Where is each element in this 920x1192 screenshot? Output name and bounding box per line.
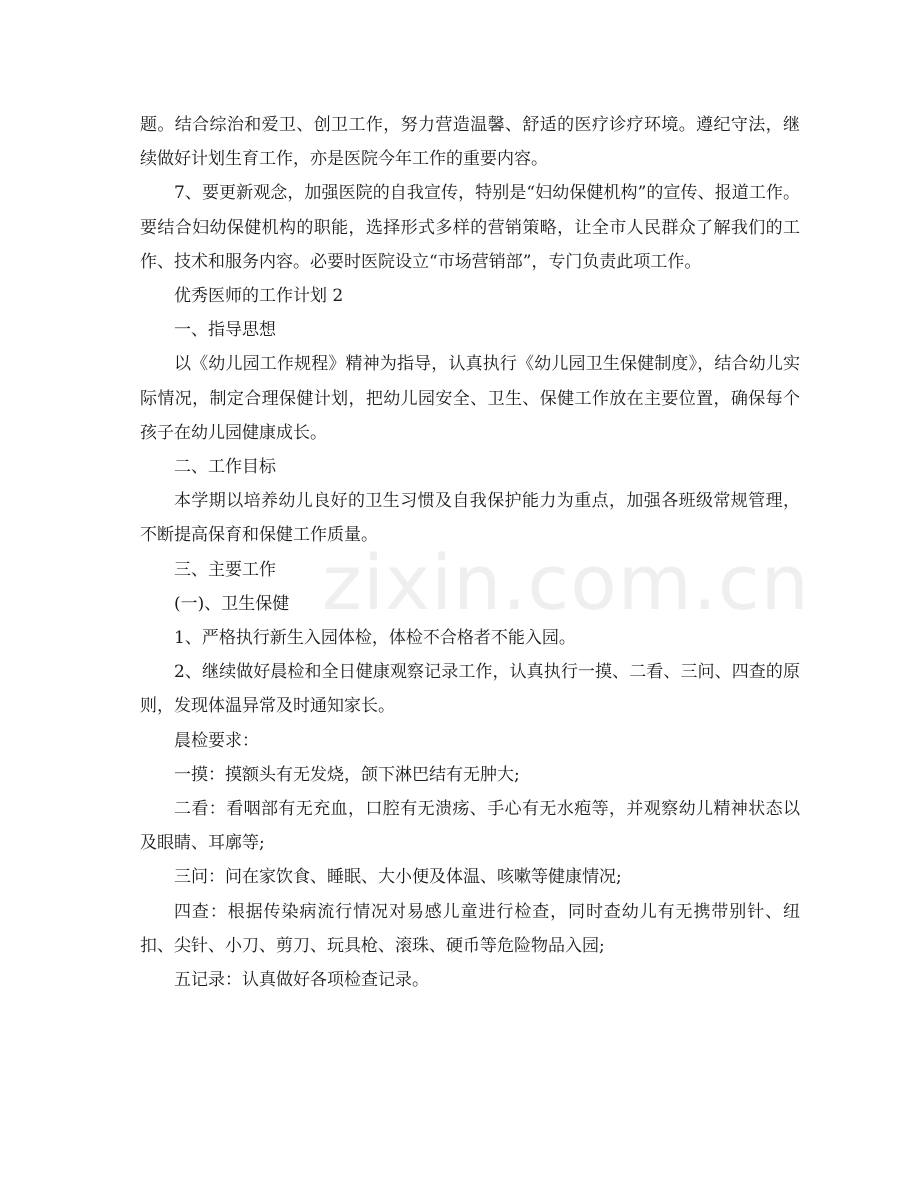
section-title: 优秀医师的工作计划 2 [174, 286, 344, 307]
document-body [140, 108, 800, 997]
paragraph-work-goals: 本学期以培养幼儿良好的卫生习惯及自我保护能力为重点，加强各班级常规管理，不断提高保育和保健工作质量。 [140, 491, 800, 546]
list-item-1: 1、严格执行新生入园体检，体检不合格者不能入园。 [174, 628, 576, 649]
paragraph-guiding-ideology: 以《幼儿园工作规程》精神为指导，认真执行《幼儿园卫生保健制度》，结合幼儿实际情况，制定合理保健计划，把幼儿园安全、卫生、保健工作放在主要位置，确保每个孩子在幼儿园健康成长。 [140, 354, 800, 443]
check-item-ask: 三问：问在家饮食、睡眠、大小便及体温、咳嗽等健康情况; [174, 867, 622, 888]
list-item-2: 2、继续做好晨检和全日健康观察记录工作，认真执行一摸、二看、三问、四查的原则，发现体温异常及时通知家长。 [140, 662, 800, 717]
heading-guiding-ideology: 一、指导思想 [174, 320, 276, 341]
watermark: zixin.com.cn [322, 538, 810, 627]
check-item-touch: 一摸：摸额头有无发烧，颌下淋巴结有无肿大; [174, 764, 520, 785]
morning-check-heading: 晨检要求： [174, 730, 259, 751]
heading-work-goals: 二、工作目标 [174, 457, 276, 478]
check-item-record: 五记录：认真做好各项检查记录。 [174, 970, 429, 991]
paragraph-continuation: 题。结合综治和爱卫、创卫工作，努力营造温馨、舒适的医疗诊疗环境。遵纪守法，继续做好计划生育工作，亦是医院今年工作的重要内容。 [140, 115, 800, 170]
subheading-health-care: (一)、卫生保健 [174, 593, 290, 614]
heading-main-work: 三、主要工作 [174, 559, 276, 580]
check-item-inspect: 四查：根据传染病流行情况对易感儿童进行检查，同时查幼儿有无携带别针、纽扣、尖针、小刀、剪刀、玩具枪、滚珠、硬币等危险物品入园; [140, 901, 800, 956]
paragraph-item-7: 7、要更新观念，加强医院的自我宣传，特别是“妇幼保健机构”的宣传、报道工作。要结合妇幼保健机构的职能，选择形式多样的营销策略，让全市人民群众了解我们的工作、技术和服务内容。必要时医院设立“市场营销部”，专门负责此项工作。 [140, 183, 800, 272]
check-item-look: 二看：看咽部有无充血，口腔有无溃疡、手心有无水疱等，并观察幼儿精神状态以及眼睛、耳廓等; [140, 799, 800, 854]
